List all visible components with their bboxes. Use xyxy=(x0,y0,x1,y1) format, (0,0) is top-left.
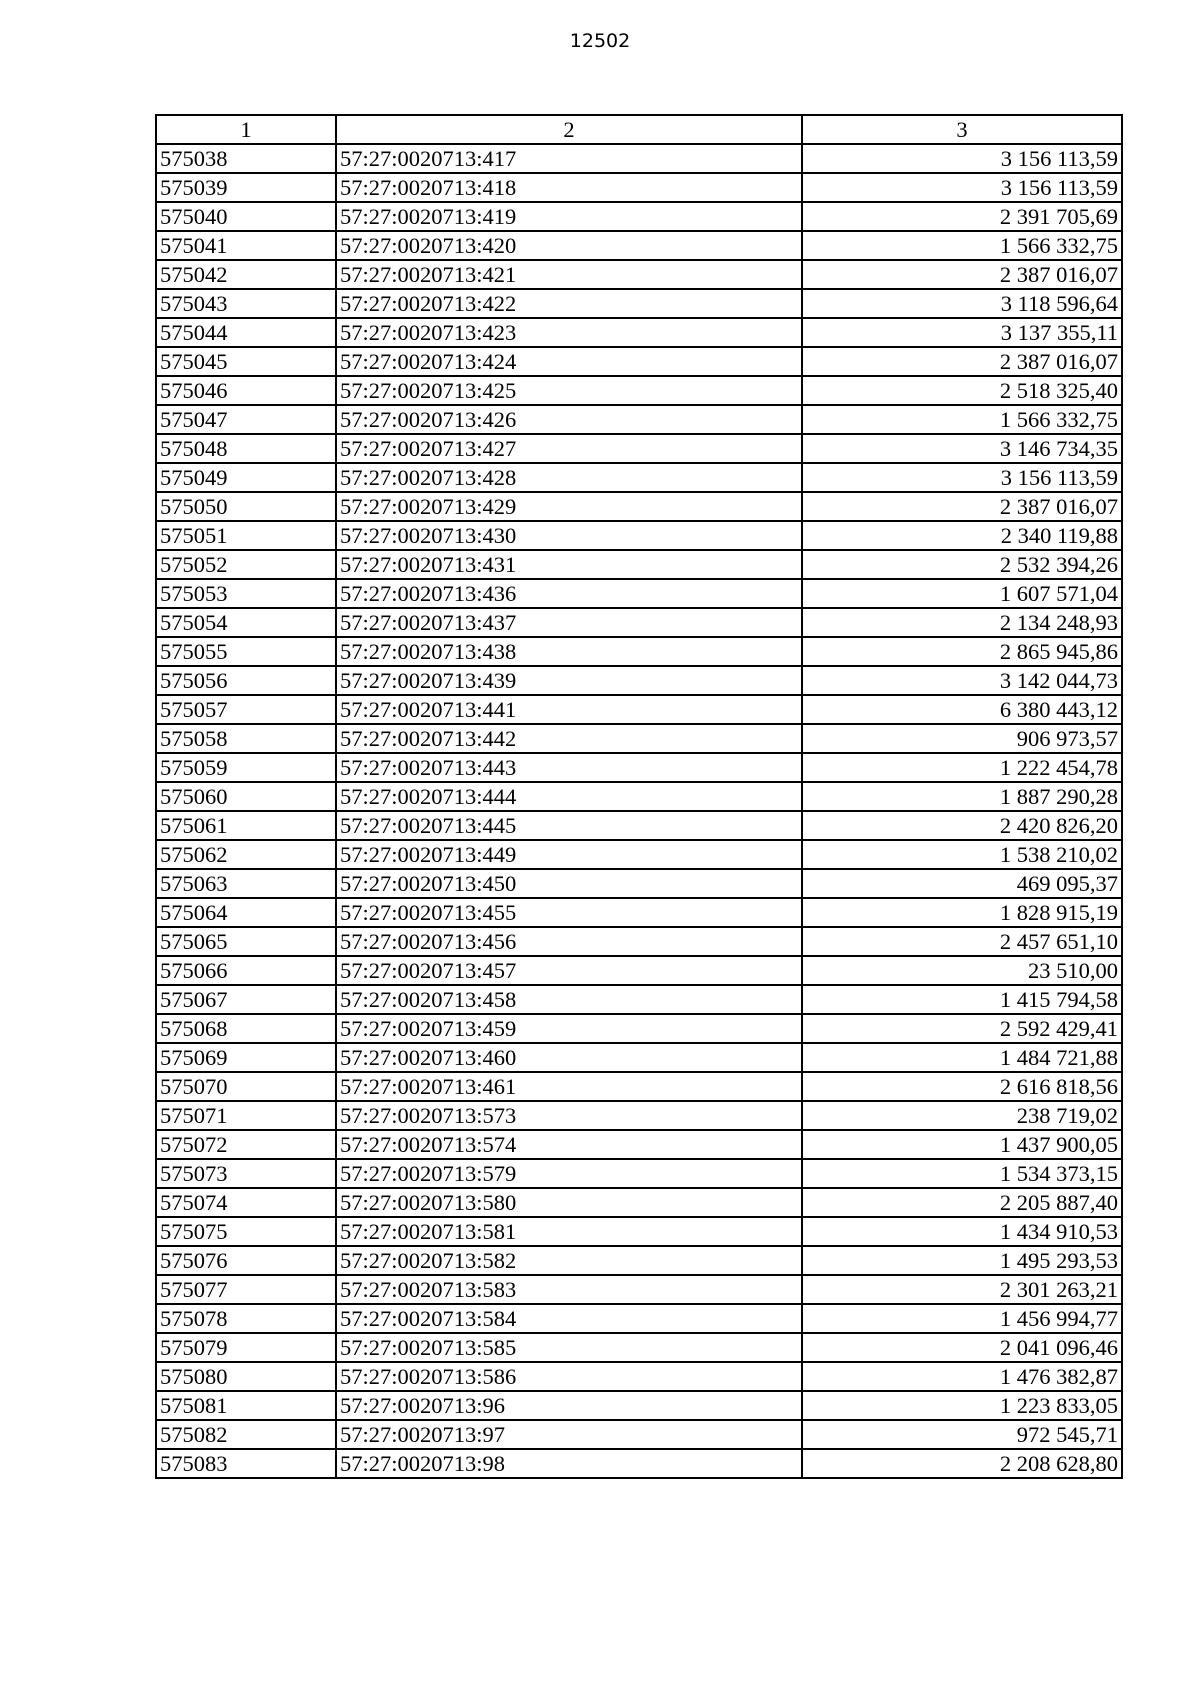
table-row xyxy=(156,231,1122,260)
row-number-cell: 575070 xyxy=(156,1072,336,1101)
table-row xyxy=(156,782,1122,811)
row-number-cell: 575066 xyxy=(156,956,336,985)
row-number-cell: 575045 xyxy=(156,347,336,376)
cadastral-value-cell: 2 208 628,80 xyxy=(802,1449,1122,1478)
cadastral-number-cell: 57:27:0020713:450 xyxy=(336,869,802,898)
cadastral-number-cell: 57:27:0020713:582 xyxy=(336,1246,802,1275)
cadastral-value-table xyxy=(155,114,1123,1479)
page-number: 12502 xyxy=(569,30,631,52)
row-number-cell: 575061 xyxy=(156,811,336,840)
cadastral-value-cell: 2 301 263,21 xyxy=(802,1275,1122,1304)
row-number-cell: 575060 xyxy=(156,782,336,811)
table-row xyxy=(156,463,1122,492)
cadastral-number-cell: 57:27:0020713:583 xyxy=(336,1275,802,1304)
row-number-cell: 575082 xyxy=(156,1420,336,1449)
cadastral-number-cell: 57:27:0020713:438 xyxy=(336,637,802,666)
cadastral-value-cell: 1 437 900,05 xyxy=(802,1130,1122,1159)
cadastral-value-cell: 2 616 818,56 xyxy=(802,1072,1122,1101)
cadastral-value-cell: 1 476 382,87 xyxy=(802,1362,1122,1391)
table-row xyxy=(156,1333,1122,1362)
cadastral-number-cell: 57:27:0020713:457 xyxy=(336,956,802,985)
table-row xyxy=(156,1101,1122,1130)
table-row xyxy=(156,927,1122,956)
row-number-cell: 575056 xyxy=(156,666,336,695)
cadastral-number-cell: 57:27:0020713:424 xyxy=(336,347,802,376)
table-row xyxy=(156,376,1122,405)
row-number-cell: 575065 xyxy=(156,927,336,956)
table-row xyxy=(156,1072,1122,1101)
cadastral-value-cell: 3 146 734,35 xyxy=(802,434,1122,463)
row-number-cell: 575081 xyxy=(156,1391,336,1420)
table-row xyxy=(156,434,1122,463)
cadastral-number-cell: 57:27:0020713:429 xyxy=(336,492,802,521)
cadastral-number-cell: 57:27:0020713:449 xyxy=(336,840,802,869)
cadastral-number-cell: 57:27:0020713:460 xyxy=(336,1043,802,1072)
table-row xyxy=(156,898,1122,927)
table-row xyxy=(156,869,1122,898)
cadastral-number-cell: 57:27:0020713:442 xyxy=(336,724,802,753)
cadastral-number-cell: 57:27:0020713:421 xyxy=(336,260,802,289)
cadastral-value-cell: 1 484 721,88 xyxy=(802,1043,1122,1072)
cadastral-number-cell: 57:27:0020713:573 xyxy=(336,1101,802,1130)
table-row xyxy=(156,1362,1122,1391)
cadastral-value-cell: 1 415 794,58 xyxy=(802,985,1122,1014)
cadastral-value-cell: 2 205 887,40 xyxy=(802,1188,1122,1217)
cadastral-number-cell: 57:27:0020713:443 xyxy=(336,753,802,782)
table-row xyxy=(156,985,1122,1014)
cadastral-value-cell: 23 510,00 xyxy=(802,956,1122,985)
table-row xyxy=(156,1014,1122,1043)
cadastral-number-cell: 57:27:0020713:441 xyxy=(336,695,802,724)
table-header xyxy=(156,115,1122,144)
row-number-cell: 575047 xyxy=(156,405,336,434)
table-row xyxy=(156,840,1122,869)
cadastral-number-cell: 57:27:0020713:458 xyxy=(336,985,802,1014)
table-row xyxy=(156,289,1122,318)
cadastral-value-cell: 2 457 651,10 xyxy=(802,927,1122,956)
table-row xyxy=(156,1188,1122,1217)
row-number-cell: 575068 xyxy=(156,1014,336,1043)
cadastral-value-cell: 3 118 596,64 xyxy=(802,289,1122,318)
cadastral-value-cell: 1 534 373,15 xyxy=(802,1159,1122,1188)
header-col-2: 2 xyxy=(336,115,802,144)
cadastral-value-cell: 906 973,57 xyxy=(802,724,1122,753)
cadastral-number-cell: 57:27:0020713:437 xyxy=(336,608,802,637)
table-row xyxy=(156,492,1122,521)
cadastral-value-cell: 1 456 994,77 xyxy=(802,1304,1122,1333)
row-number-cell: 575073 xyxy=(156,1159,336,1188)
row-number-cell: 575069 xyxy=(156,1043,336,1072)
cadastral-value-cell: 2 532 394,26 xyxy=(802,550,1122,579)
row-number-cell: 575072 xyxy=(156,1130,336,1159)
cadastral-value-cell: 2 387 016,07 xyxy=(802,260,1122,289)
row-number-cell: 575080 xyxy=(156,1362,336,1391)
row-number-cell: 575049 xyxy=(156,463,336,492)
table-row xyxy=(156,1217,1122,1246)
table-row xyxy=(156,550,1122,579)
table-row xyxy=(156,1449,1122,1478)
cadastral-value-cell: 2 592 429,41 xyxy=(802,1014,1122,1043)
row-number-cell: 575048 xyxy=(156,434,336,463)
cadastral-number-cell: 57:27:0020713:436 xyxy=(336,579,802,608)
cadastral-number-cell: 57:27:0020713:98 xyxy=(336,1449,802,1478)
cadastral-number-cell: 57:27:0020713:431 xyxy=(336,550,802,579)
table-row xyxy=(156,318,1122,347)
table-row xyxy=(156,1130,1122,1159)
row-number-cell: 575042 xyxy=(156,260,336,289)
table-row xyxy=(156,521,1122,550)
cadastral-number-cell: 57:27:0020713:425 xyxy=(336,376,802,405)
cadastral-value-cell: 1 828 915,19 xyxy=(802,898,1122,927)
table-row xyxy=(156,173,1122,202)
table-row xyxy=(156,1246,1122,1275)
row-number-cell: 575078 xyxy=(156,1304,336,1333)
row-number-cell: 575041 xyxy=(156,231,336,260)
row-number-cell: 575067 xyxy=(156,985,336,1014)
row-number-cell: 575054 xyxy=(156,608,336,637)
cadastral-number-cell: 57:27:0020713:455 xyxy=(336,898,802,927)
row-number-cell: 575043 xyxy=(156,289,336,318)
row-number-cell: 575064 xyxy=(156,898,336,927)
table-row xyxy=(156,1420,1122,1449)
row-number-cell: 575053 xyxy=(156,579,336,608)
row-number-cell: 575071 xyxy=(156,1101,336,1130)
row-number-cell: 575051 xyxy=(156,521,336,550)
cadastral-value-cell: 2 391 705,69 xyxy=(802,202,1122,231)
row-number-cell: 575079 xyxy=(156,1333,336,1362)
cadastral-value-cell: 469 095,37 xyxy=(802,869,1122,898)
row-number-cell: 575077 xyxy=(156,1275,336,1304)
cadastral-value-cell: 972 545,71 xyxy=(802,1420,1122,1449)
table-row xyxy=(156,608,1122,637)
cadastral-value-cell: 3 137 355,11 xyxy=(802,318,1122,347)
cadastral-value-cell: 2 518 325,40 xyxy=(802,376,1122,405)
cadastral-number-cell: 57:27:0020713:579 xyxy=(336,1159,802,1188)
cadastral-value-cell: 2 041 096,46 xyxy=(802,1333,1122,1362)
cadastral-number-cell: 57:27:0020713:417 xyxy=(336,144,802,173)
cadastral-number-cell: 57:27:0020713:418 xyxy=(336,173,802,202)
cadastral-value-cell: 3 142 044,73 xyxy=(802,666,1122,695)
cadastral-value-cell: 1 887 290,28 xyxy=(802,782,1122,811)
table-row xyxy=(156,144,1122,173)
table-body xyxy=(156,144,1122,1478)
row-number-cell: 575050 xyxy=(156,492,336,521)
row-number-cell: 575075 xyxy=(156,1217,336,1246)
row-number-cell: 575038 xyxy=(156,144,336,173)
cadastral-value-cell: 1 495 293,53 xyxy=(802,1246,1122,1275)
row-number-cell: 575039 xyxy=(156,173,336,202)
row-number-cell: 575055 xyxy=(156,637,336,666)
table-row xyxy=(156,202,1122,231)
row-number-cell: 575040 xyxy=(156,202,336,231)
cadastral-number-cell: 57:27:0020713:97 xyxy=(336,1420,802,1449)
row-number-cell: 575083 xyxy=(156,1449,336,1478)
cadastral-number-cell: 57:27:0020713:428 xyxy=(336,463,802,492)
cadastral-number-cell: 57:27:0020713:427 xyxy=(336,434,802,463)
cadastral-number-cell: 57:27:0020713:420 xyxy=(336,231,802,260)
table-row xyxy=(156,753,1122,782)
cadastral-number-cell: 57:27:0020713:581 xyxy=(336,1217,802,1246)
table-row xyxy=(156,1275,1122,1304)
cadastral-value-cell: 2 420 826,20 xyxy=(802,811,1122,840)
cadastral-number-cell: 57:27:0020713:461 xyxy=(336,1072,802,1101)
table-row xyxy=(156,695,1122,724)
cadastral-number-cell: 57:27:0020713:426 xyxy=(336,405,802,434)
row-number-cell: 575058 xyxy=(156,724,336,753)
cadastral-value-cell: 6 380 443,12 xyxy=(802,695,1122,724)
table-row xyxy=(156,637,1122,666)
cadastral-value-cell: 3 156 113,59 xyxy=(802,463,1122,492)
table-row xyxy=(156,666,1122,695)
header-row xyxy=(156,115,1122,144)
cadastral-number-cell: 57:27:0020713:586 xyxy=(336,1362,802,1391)
row-number-cell: 575063 xyxy=(156,869,336,898)
cadastral-value-cell: 2 134 248,93 xyxy=(802,608,1122,637)
cadastral-value-cell: 1 434 910,53 xyxy=(802,1217,1122,1246)
table-row xyxy=(156,811,1122,840)
table-row xyxy=(156,1043,1122,1072)
cadastral-value-cell: 2 340 119,88 xyxy=(802,521,1122,550)
cadastral-value-cell: 3 156 113,59 xyxy=(802,144,1122,173)
table-row xyxy=(156,405,1122,434)
row-number-cell: 575046 xyxy=(156,376,336,405)
cadastral-value-cell: 1 538 210,02 xyxy=(802,840,1122,869)
table-row xyxy=(156,1304,1122,1333)
table-row xyxy=(156,1159,1122,1188)
cadastral-number-cell: 57:27:0020713:574 xyxy=(336,1130,802,1159)
table-row xyxy=(156,579,1122,608)
row-number-cell: 575074 xyxy=(156,1188,336,1217)
cadastral-number-cell: 57:27:0020713:422 xyxy=(336,289,802,318)
cadastral-number-cell: 57:27:0020713:444 xyxy=(336,782,802,811)
cadastral-value-cell: 1 223 833,05 xyxy=(802,1391,1122,1420)
cadastral-value-cell: 1 222 454,78 xyxy=(802,753,1122,782)
row-number-cell: 575059 xyxy=(156,753,336,782)
cadastral-value-cell: 3 156 113,59 xyxy=(802,173,1122,202)
table-row xyxy=(156,347,1122,376)
cadastral-value-cell: 238 719,02 xyxy=(802,1101,1122,1130)
cadastral-number-cell: 57:27:0020713:96 xyxy=(336,1391,802,1420)
row-number-cell: 575044 xyxy=(156,318,336,347)
table-row xyxy=(156,1391,1122,1420)
cadastral-number-cell: 57:27:0020713:445 xyxy=(336,811,802,840)
cadastral-number-cell: 57:27:0020713:423 xyxy=(336,318,802,347)
cadastral-value-cell: 2 865 945,86 xyxy=(802,637,1122,666)
cadastral-number-cell: 57:27:0020713:584 xyxy=(336,1304,802,1333)
cadastral-value-cell: 2 387 016,07 xyxy=(802,492,1122,521)
header-col-1: 1 xyxy=(156,115,336,144)
header-col-3: 3 xyxy=(802,115,1122,144)
table-row xyxy=(156,260,1122,289)
row-number-cell: 575076 xyxy=(156,1246,336,1275)
cadastral-number-cell: 57:27:0020713:439 xyxy=(336,666,802,695)
cadastral-number-cell: 57:27:0020713:419 xyxy=(336,202,802,231)
table-row xyxy=(156,724,1122,753)
cadastral-number-cell: 57:27:0020713:459 xyxy=(336,1014,802,1043)
row-number-cell: 575062 xyxy=(156,840,336,869)
cadastral-value-cell: 1 566 332,75 xyxy=(802,231,1122,260)
cadastral-value-cell: 2 387 016,07 xyxy=(802,347,1122,376)
cadastral-value-cell: 1 607 571,04 xyxy=(802,579,1122,608)
cadastral-value-cell: 1 566 332,75 xyxy=(802,405,1122,434)
cadastral-number-cell: 57:27:0020713:456 xyxy=(336,927,802,956)
row-number-cell: 575052 xyxy=(156,550,336,579)
table-row xyxy=(156,956,1122,985)
cadastral-number-cell: 57:27:0020713:585 xyxy=(336,1333,802,1362)
cadastral-number-cell: 57:27:0020713:430 xyxy=(336,521,802,550)
cadastral-number-cell: 57:27:0020713:580 xyxy=(336,1188,802,1217)
row-number-cell: 575057 xyxy=(156,695,336,724)
